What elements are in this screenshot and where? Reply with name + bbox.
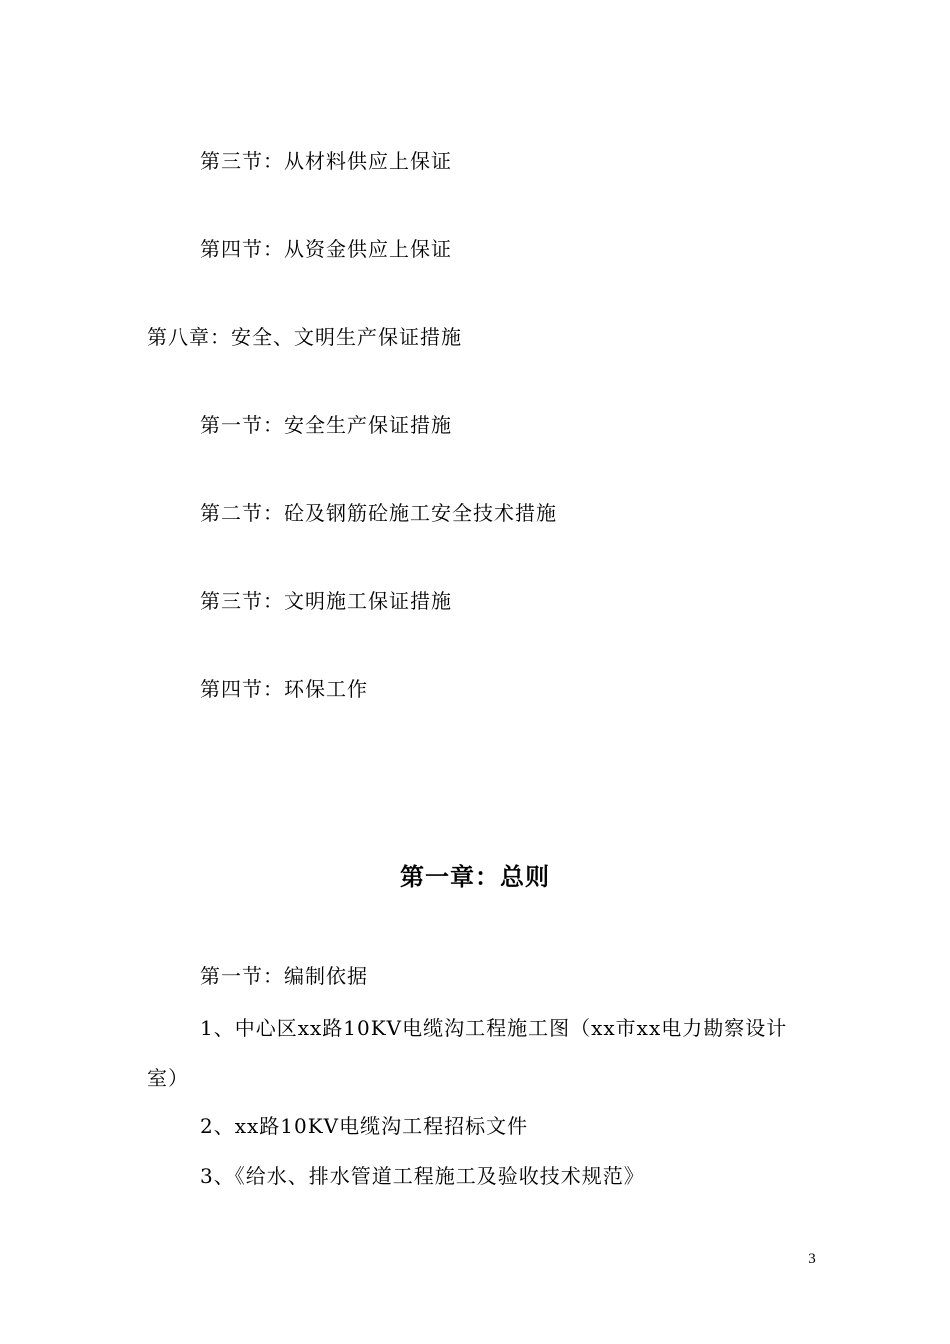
- toc-entry: 第三节：从材料供应上保证: [200, 149, 452, 173]
- toc-entry: 第一节：安全生产保证措施: [200, 413, 452, 437]
- list-item: 2、xx路10KV电缆沟工程招标文件: [200, 1114, 529, 1138]
- chapter-heading: 第一章：总则: [400, 862, 550, 891]
- toc-entry: 第三节：文明施工保证措施: [200, 589, 452, 613]
- toc-entry: 第四节：从资金供应上保证: [200, 237, 452, 261]
- toc-entry: 第二节：砼及钢筋砼施工安全技术措施: [200, 501, 557, 525]
- section-heading: 第一节：编制依据: [200, 964, 368, 988]
- list-item: 1、中心区xx路10KV电缆沟工程施工图（xx市xx电力勘察设计: [200, 1016, 788, 1040]
- list-item: 3、《给水、排水管道工程施工及验收技术规范》: [200, 1164, 645, 1188]
- list-item-continuation: 室）: [147, 1066, 189, 1090]
- page-number: 3: [808, 1251, 816, 1267]
- toc-chapter-entry: 第八章：安全、文明生产保证措施: [147, 325, 462, 349]
- toc-entry: 第四节：环保工作: [200, 677, 368, 701]
